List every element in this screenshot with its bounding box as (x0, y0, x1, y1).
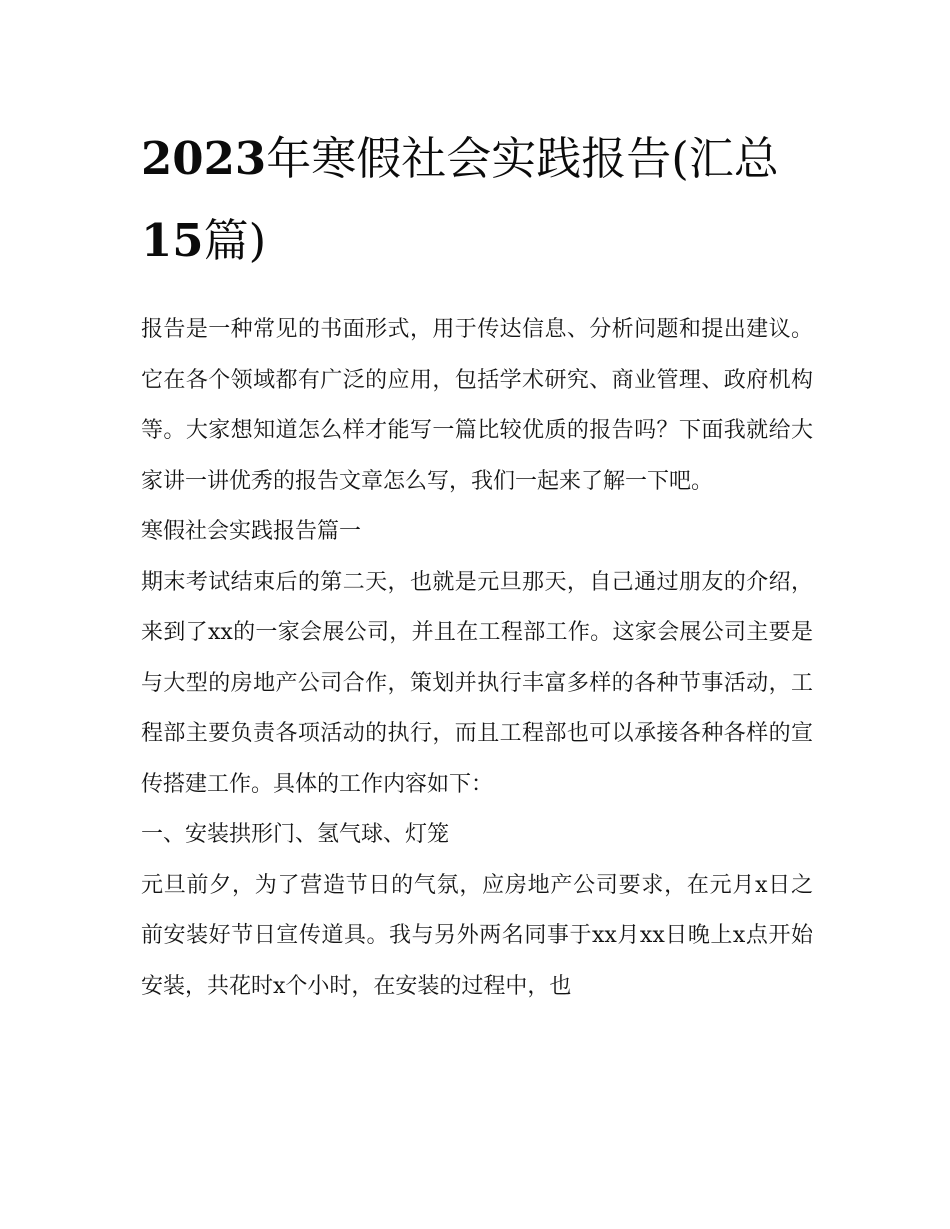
subsection-heading: 一、安装拱形门、氢气球、灯笼 (141, 822, 450, 847)
intro-paragraph: 报告是一种常见的书面形式，用于传达信息、分析问题和提出建议。它在各个领域都有广泛的应用，包括学术研究、商业管理、政府机构等。大家想知道怎么样才能写一篇比较优质的报告吗？下面我就给大家讲一讲优秀的报告文章怎么写，我们一起来了解一下吧。 (141, 317, 813, 494)
document-title: 2023年寒假社会实践报告(汇总15篇) (141, 132, 779, 267)
body-paragraph: 期末考试结束后的第二天，也就是元旦那天，自己通过朋友的介绍，来到了xx的一家会展公司，并且在工程部工作。这家会展公司主要是与大型的房地产公司合作，策划并执行丰富多样的各种节事活动，工程部主要负责各项活动的执行，而且工程部也可以承接各种各样的宣传搭建工作。具体的工作内容如下： (141, 569, 813, 797)
section-heading: 寒假社会实践报告篇一 (141, 519, 362, 544)
document-body (141, 118, 813, 1012)
body-paragraph: 元旦前夕，为了营造节日的气氛，应房地产公司要求，在元月x日之前安装好节日宣传道具。我与另外两名同事于xx月xx日晚上x点开始安装，共花时x个小时，在安装的过程中，也 (141, 872, 813, 999)
